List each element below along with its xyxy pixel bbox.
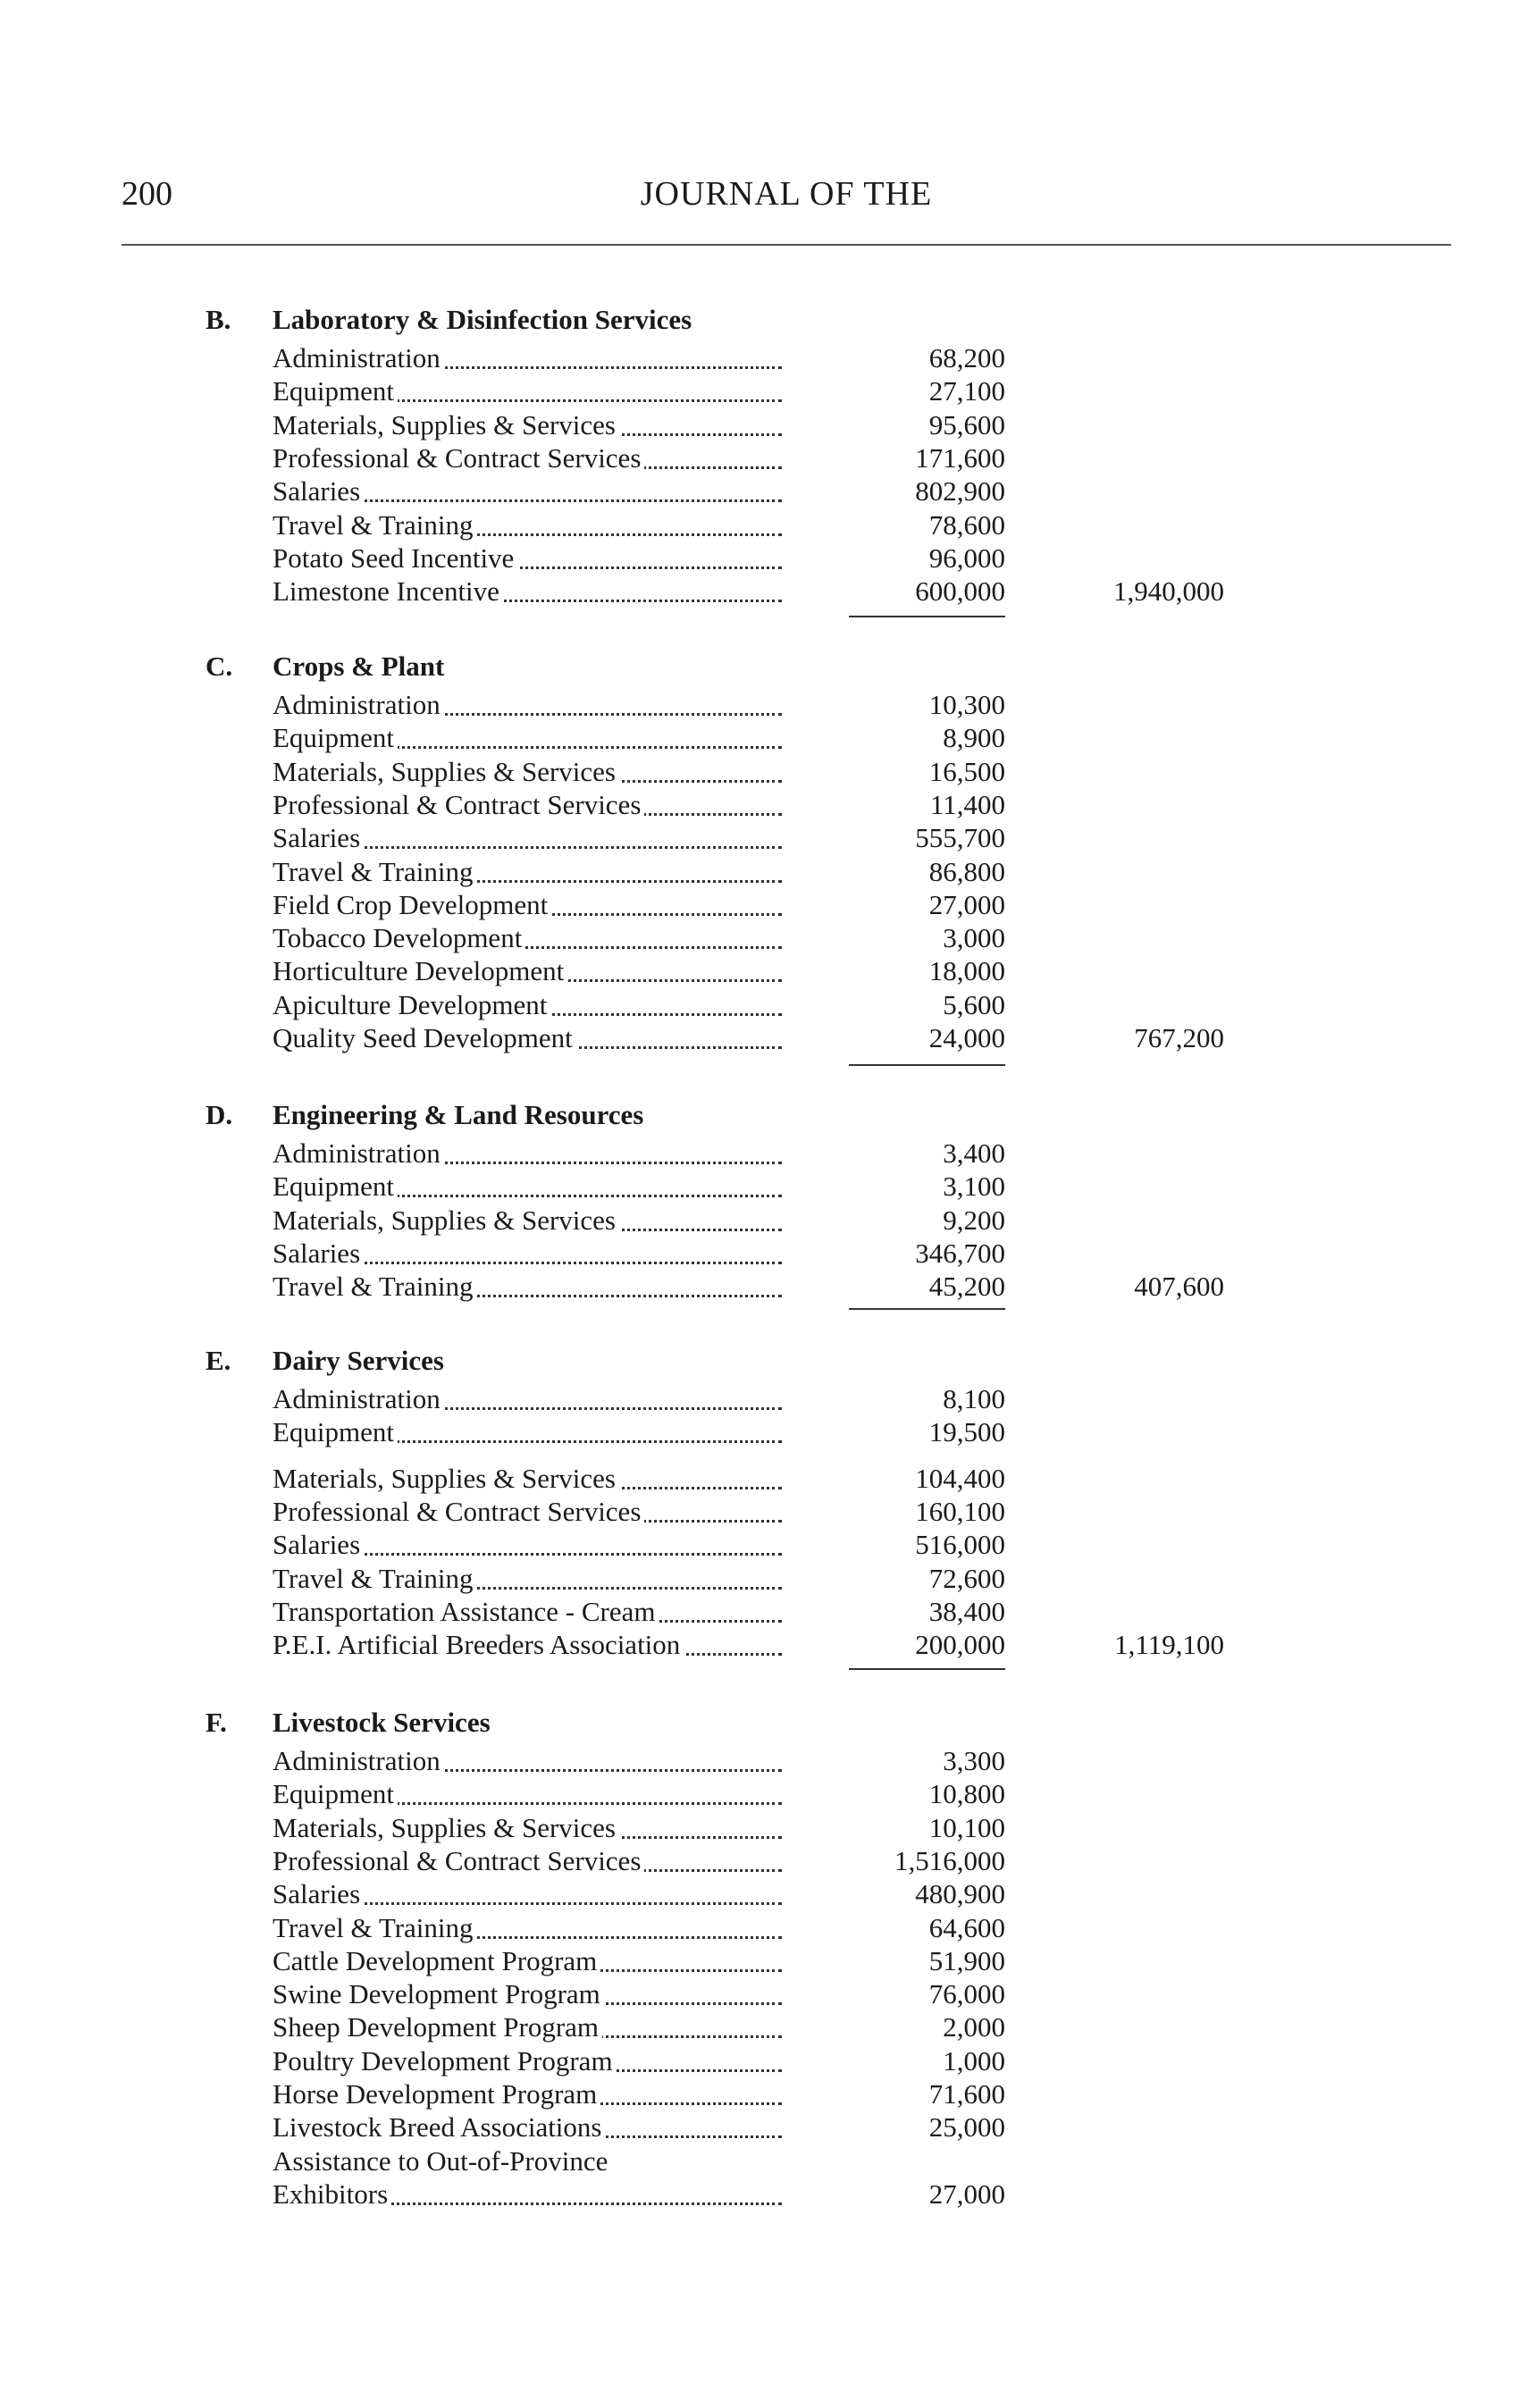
- line-item-amount: 8,900: [943, 722, 1005, 754]
- line-item-label: [273, 575, 782, 608]
- line-item-text: Livestock Breed Associations: [273, 2111, 606, 2143]
- line-item-label: [273, 1563, 782, 1595]
- subtotal-rule: [849, 1668, 1005, 1670]
- header-rule: [122, 244, 1451, 246]
- section-letter: D.: [206, 1099, 233, 1130]
- line-item-label: [273, 2078, 782, 2110]
- line-item-amount: 68,200: [928, 342, 1005, 373]
- line-item: [0, 2045, 1519, 2078]
- line-item-label: [273, 1745, 782, 1777]
- line-item-label: [273, 1204, 782, 1237]
- line-item-amount: 3,000: [943, 922, 1005, 954]
- line-item-label: [273, 822, 782, 854]
- line-item-amount: 96,000: [928, 541, 1005, 574]
- line-item-label: [273, 955, 782, 987]
- line-item: [0, 575, 1519, 608]
- line-item-label: [273, 475, 782, 508]
- line-item: [0, 1170, 1519, 1204]
- line-item-label: [273, 1383, 782, 1415]
- line-item-text: Materials, Supplies & Services: [273, 1463, 619, 1494]
- line-item-label: [273, 1945, 782, 1977]
- line-item-amount: 160,100: [915, 1495, 1005, 1527]
- line-item-amount: 480,900: [915, 1878, 1005, 1910]
- line-item-text: Administration: [273, 1745, 444, 1776]
- line-item-amount: 802,900: [915, 475, 1005, 508]
- section-letter: B.: [206, 304, 231, 335]
- line-item: [0, 1137, 1519, 1170]
- line-item: [0, 922, 1519, 955]
- line-item-label: [273, 1812, 782, 1844]
- line-item-text: Limestone Incentive: [273, 575, 503, 607]
- line-item-text: Potato Seed Incentive: [273, 542, 517, 574]
- line-item-label: [273, 1778, 782, 1810]
- line-item-label: [273, 1496, 782, 1528]
- line-item: [0, 1204, 1519, 1238]
- line-item: [0, 509, 1519, 542]
- line-item-text: Administration: [273, 689, 444, 720]
- line-item-amount: 1,000: [943, 2044, 1005, 2077]
- section-title: Livestock Services: [273, 1707, 491, 1738]
- line-item-label: [273, 1596, 782, 1628]
- line-item-amount: 104,400: [915, 1462, 1005, 1494]
- line-item: [0, 822, 1519, 855]
- page-header: [122, 174, 1451, 228]
- line-item-text: Administration: [273, 1383, 444, 1414]
- line-item: [0, 2145, 1519, 2178]
- subtotal-rule: [849, 1064, 1005, 1066]
- line-item-amount: 86,800: [928, 855, 1005, 887]
- line-item-amount: 516,000: [915, 1529, 1005, 1561]
- line-item-amount: 11,400: [929, 788, 1005, 820]
- line-item: [0, 2078, 1519, 2111]
- line-item: [0, 889, 1519, 922]
- line-item-label: [273, 1137, 782, 1170]
- line-item-text: Equipment: [273, 375, 398, 407]
- line-item: [0, 375, 1519, 408]
- line-item-amount: 25,000: [928, 2111, 1005, 2144]
- line-item: [0, 1022, 1519, 1055]
- section-total: 767,200: [1134, 1022, 1224, 1053]
- line-item-amount: 3,100: [943, 1170, 1005, 1203]
- line-item-text: P.E.I. Artificial Breeders Association: [273, 1629, 684, 1660]
- line-item-label: [273, 342, 782, 374]
- subtotal-rule: [849, 1308, 1005, 1310]
- line-item: [0, 542, 1519, 575]
- section-title: Dairy Services: [273, 1345, 444, 1376]
- line-item-label: [273, 1170, 782, 1203]
- line-item-text: Sheep Development Program: [273, 2011, 602, 2043]
- line-item: [0, 1978, 1519, 2011]
- line-item-amount: 71,600: [928, 2078, 1005, 2110]
- line-item-amount: 45,200: [928, 1271, 1005, 1303]
- line-item-text: Travel & Training: [273, 1271, 477, 1302]
- line-item-text: Quality Seed Development: [273, 1022, 576, 1053]
- line-item: [0, 1563, 1519, 1596]
- line-item: [0, 989, 1519, 1022]
- line-item: [0, 1778, 1519, 1811]
- line-item-text: Materials, Supplies & Services: [273, 1812, 619, 1843]
- line-item-text: Horse Development Program: [273, 2078, 600, 2110]
- line-item: [0, 1878, 1519, 1911]
- line-item-text: Equipment: [273, 1416, 398, 1447]
- line-item-label: [273, 1022, 782, 1054]
- line-item-text: Travel & Training: [273, 1912, 477, 1943]
- line-item-text: Apiculture Development: [273, 989, 550, 1020]
- line-item-amount: 10,800: [928, 1778, 1005, 1810]
- section-total: 1,940,000: [1113, 575, 1224, 608]
- line-item-text: Exhibitors: [273, 2178, 391, 2210]
- section-title: Laboratory & Disinfection Services: [273, 304, 692, 335]
- line-item-text: Horticulture Development: [273, 955, 567, 986]
- line-item-amount: 9,200: [943, 1204, 1005, 1236]
- line-item-amount: 5,600: [943, 988, 1005, 1020]
- line-item-text: Administration: [273, 342, 444, 373]
- line-item-label: [273, 2145, 782, 2177]
- line-item: [0, 1238, 1519, 1271]
- line-item-amount: 24,000: [928, 1022, 1005, 1053]
- line-item-text: Administration: [273, 1137, 444, 1169]
- line-item: [0, 2111, 1519, 2144]
- running-title: JOURNAL OF THE: [640, 175, 933, 213]
- line-item-text: Equipment: [273, 722, 398, 753]
- section-total: 407,600: [1134, 1271, 1224, 1303]
- line-item-text: Professional & Contract Services: [273, 1845, 644, 1876]
- line-item-amount: 200,000: [915, 1629, 1005, 1661]
- line-item: [0, 689, 1519, 722]
- line-item-amount: 18,000: [928, 955, 1005, 987]
- line-item-label: [273, 2178, 782, 2211]
- line-item-amount: 346,700: [915, 1237, 1005, 1269]
- line-item-amount: 8,100: [943, 1383, 1005, 1414]
- line-item-text: Salaries: [273, 475, 364, 507]
- line-item: [0, 856, 1519, 889]
- line-item-amount: 51,900: [928, 1944, 1005, 1976]
- line-item-amount: 2,000: [943, 2011, 1005, 2043]
- line-item: [0, 1496, 1519, 1529]
- line-item-amount: 600,000: [915, 575, 1005, 608]
- line-item-label: [273, 889, 782, 921]
- line-item-label: [273, 2045, 782, 2077]
- line-item-amount: 27,000: [928, 2177, 1005, 2210]
- line-item-amount: 64,600: [928, 1911, 1005, 1943]
- line-item: [0, 1812, 1519, 1845]
- line-item-label: [273, 375, 782, 407]
- line-item-label: [273, 542, 782, 575]
- line-item: [0, 1529, 1519, 1562]
- line-item-text: Salaries: [273, 1878, 364, 1909]
- line-item-text: Assistance to Out-of-Province: [273, 2145, 611, 2177]
- line-item-text: Travel & Training: [273, 509, 477, 541]
- line-item-label: [273, 1629, 782, 1661]
- line-item-amount: 19,500: [928, 1416, 1005, 1448]
- line-item-label: [273, 1912, 782, 1944]
- line-item-label: [273, 442, 782, 474]
- line-item: [0, 1271, 1519, 1304]
- line-item: [0, 955, 1519, 988]
- line-item-amount: 27,100: [928, 375, 1005, 407]
- line-item-text: Swine Development Program: [273, 1978, 604, 2009]
- line-item-text: Salaries: [273, 822, 364, 853]
- line-item: [0, 2178, 1519, 2211]
- line-item-text: Materials, Supplies & Services: [273, 1204, 619, 1236]
- line-item: [0, 756, 1519, 789]
- line-item-text: Transportation Assistance - Cream: [273, 1596, 659, 1627]
- line-item: [0, 442, 1519, 475]
- line-item-amount: 10,100: [928, 1811, 1005, 1843]
- line-item-text: Salaries: [273, 1238, 364, 1269]
- line-item-label: [273, 1845, 782, 1877]
- line-item-label: [273, 409, 782, 441]
- line-item-text: Field Crop Development: [273, 889, 551, 920]
- line-item: [0, 1596, 1519, 1629]
- line-item-label: [273, 509, 782, 541]
- line-item-label: [273, 1529, 782, 1561]
- line-item-amount: 171,600: [915, 441, 1005, 474]
- line-item: [0, 1463, 1519, 1496]
- line-item-label: [273, 789, 782, 821]
- section-letter: F.: [206, 1707, 227, 1738]
- line-item: [0, 1629, 1519, 1662]
- line-item-text: Travel & Training: [273, 1563, 477, 1594]
- section-total: 1,119,100: [1114, 1629, 1224, 1661]
- line-item-amount: 78,600: [928, 508, 1005, 541]
- line-item: [0, 722, 1519, 755]
- line-item-amount: 555,700: [915, 822, 1005, 854]
- line-item-label: [273, 922, 782, 954]
- line-item-amount: 95,600: [928, 408, 1005, 440]
- line-item: [0, 1745, 1519, 1778]
- line-item-amount: 3,300: [943, 1745, 1005, 1776]
- line-item: [0, 1945, 1519, 1978]
- line-item: [0, 1845, 1519, 1878]
- line-item-amount: 16,500: [928, 755, 1005, 787]
- line-item-amount: 1,516,000: [894, 1844, 1005, 1876]
- line-item-amount: 27,000: [928, 888, 1005, 920]
- line-item-label: [273, 689, 782, 721]
- line-item: [0, 789, 1519, 822]
- line-item-text: Materials, Supplies & Services: [273, 756, 619, 787]
- line-item-text: Equipment: [273, 1778, 398, 1809]
- line-item-label: [273, 1238, 782, 1270]
- line-item-label: [273, 2011, 782, 2043]
- line-item-amount: 10,300: [928, 689, 1005, 720]
- line-item: [0, 1912, 1519, 1945]
- section-letter: C.: [206, 650, 233, 682]
- line-item-text: Materials, Supplies & Services: [273, 409, 619, 440]
- page-number: 200: [122, 175, 172, 213]
- line-item-label: [273, 722, 782, 754]
- line-item-label: [273, 989, 782, 1021]
- line-item: [0, 1383, 1519, 1416]
- line-item-amount: 3,400: [943, 1137, 1005, 1169]
- line-item: [0, 475, 1519, 508]
- section-title: Engineering & Land Resources: [273, 1099, 644, 1130]
- section-title: Crops & Plant: [273, 650, 445, 682]
- line-item-label: [273, 1416, 782, 1448]
- line-item-label: [273, 1878, 782, 1910]
- line-item-text: Professional & Contract Services: [273, 1496, 644, 1527]
- line-item: [0, 2011, 1519, 2044]
- line-item-text: Equipment: [273, 1170, 398, 1202]
- line-item-label: [273, 856, 782, 888]
- line-item-text: Travel & Training: [273, 856, 477, 887]
- subtotal-rule: [849, 616, 1005, 617]
- line-item-label: [273, 756, 782, 788]
- line-item-text: Tobacco Development: [273, 922, 525, 953]
- line-item-text: Poultry Development Program: [273, 2045, 617, 2077]
- line-item-label: [273, 2111, 782, 2144]
- line-item-amount: 72,600: [928, 1562, 1005, 1594]
- line-item-amount: 38,400: [928, 1595, 1005, 1627]
- line-item: [0, 409, 1519, 442]
- line-item: [0, 1416, 1519, 1449]
- section-letter: E.: [206, 1345, 231, 1376]
- line-item-amount: 76,000: [928, 1978, 1005, 2010]
- line-item-text: Professional & Contract Services: [273, 789, 644, 820]
- line-item-text: Salaries: [273, 1529, 364, 1560]
- line-item: [0, 342, 1519, 375]
- line-item-text: Cattle Development Program: [273, 1945, 600, 1976]
- line-item-label: [273, 1271, 782, 1303]
- line-item-label: [273, 1463, 782, 1495]
- line-item-text: Professional & Contract Services: [273, 442, 644, 474]
- line-item-label: [273, 1978, 782, 2010]
